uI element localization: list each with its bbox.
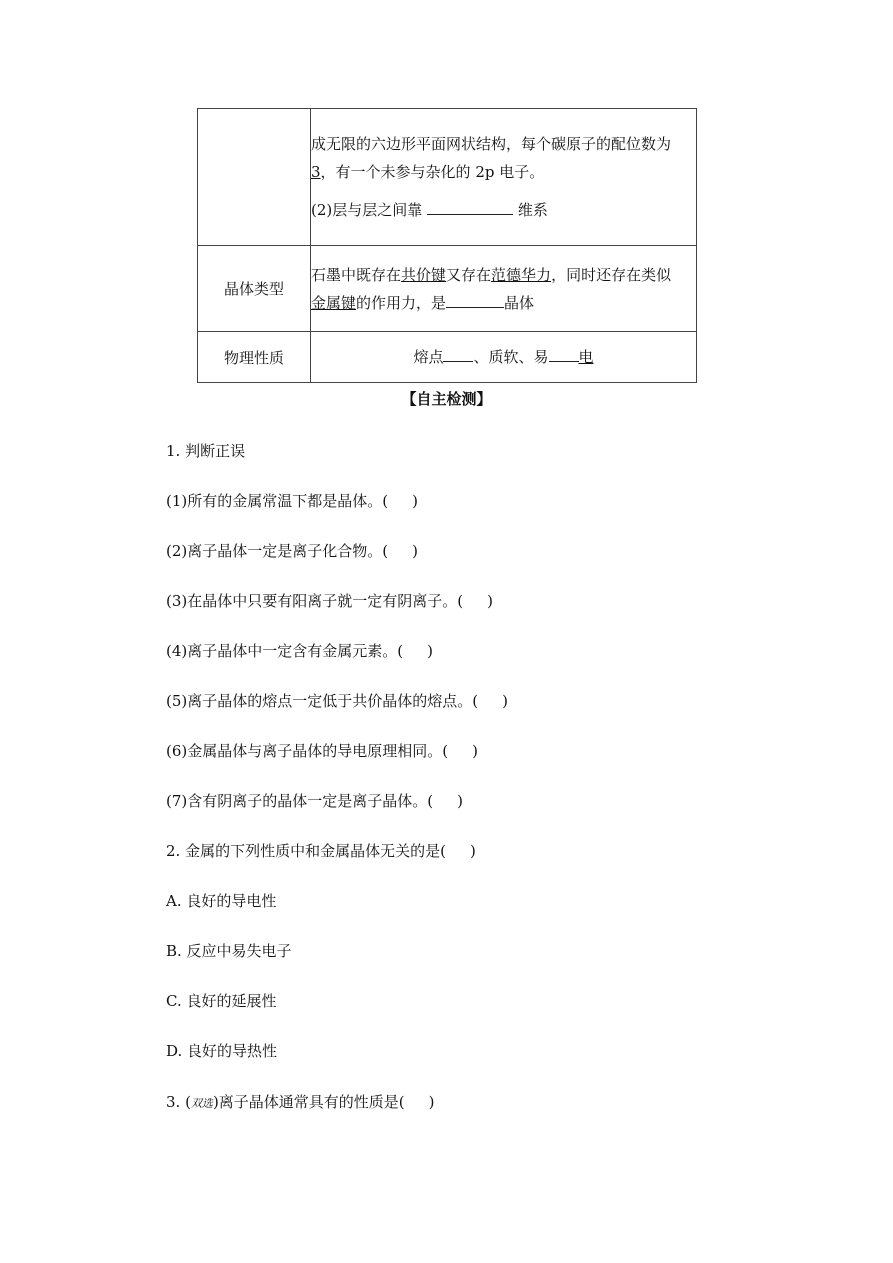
structure-line-2: 3，有一个未参与杂化的 2p 电子。 — [311, 163, 545, 181]
structure-line-1: 成无限的六边形平面网状结构，每个碳原子的配位数为 — [311, 135, 672, 153]
structure-line-3: (2)层与层之间靠 维系 — [311, 196, 696, 224]
judgement-item: (3)在晶体中只要有阳离子就一定有阴离子。( ) — [166, 592, 493, 610]
graphite-table — [197, 108, 697, 383]
answer-blank — [549, 345, 579, 362]
option-a: A. 良好的导电性 — [166, 892, 277, 910]
table-row — [198, 109, 697, 246]
answer-blank — [443, 345, 473, 362]
table-label-empty — [198, 109, 311, 246]
answer-blank — [427, 198, 513, 215]
table-row — [198, 332, 697, 383]
coordination-number: 3 — [311, 163, 321, 181]
judgement-item: (2)离子晶体一定是离子化合物。( ) — [166, 542, 418, 560]
judgement-item: (4)离子晶体中一定含有金属元素。( ) — [166, 642, 433, 660]
judgement-item: (6)金属晶体与离子晶体的导电原理相同。( ) — [166, 742, 478, 760]
answer-blank — [446, 291, 504, 308]
judgement-item: (5)离子晶体的熔点一定低于共价晶体的熔点。( ) — [166, 692, 508, 710]
question-1-title: 1. 判断正误 — [166, 442, 246, 460]
judgement-item: (7)含有阴离子的晶体一定是离子晶体。( ) — [166, 792, 463, 810]
question-2-title: 2. 金属的下列性质中和金属晶体无关的是( ) — [166, 842, 476, 860]
table-label-crystal-type: 晶体类型 — [198, 246, 311, 332]
table-label-physical-properties: 物理性质 — [198, 332, 311, 383]
question-3-title: 3. (双选)离子晶体通常具有的性质是( ) — [166, 1093, 435, 1111]
structure-cell — [311, 109, 697, 246]
judgement-item: (1)所有的金属常温下都是晶体。( ) — [166, 492, 418, 510]
table-row — [198, 246, 697, 332]
physical-properties-cell: 熔点 、质软、易 电 — [311, 332, 697, 383]
option-c: C. 良好的延展性 — [166, 992, 277, 1010]
crystal-type-cell: 石墨中既存在共价键又存在范德华力，同时还存在类似 金属键的作用力，是 晶体 — [311, 246, 697, 332]
section-title: 【自主检测】 — [401, 390, 492, 408]
option-d: D. 良好的导热性 — [166, 1042, 278, 1060]
option-b: B. 反应中易失电子 — [166, 942, 292, 960]
double-choice-tag: 双选 — [190, 1097, 213, 1110]
